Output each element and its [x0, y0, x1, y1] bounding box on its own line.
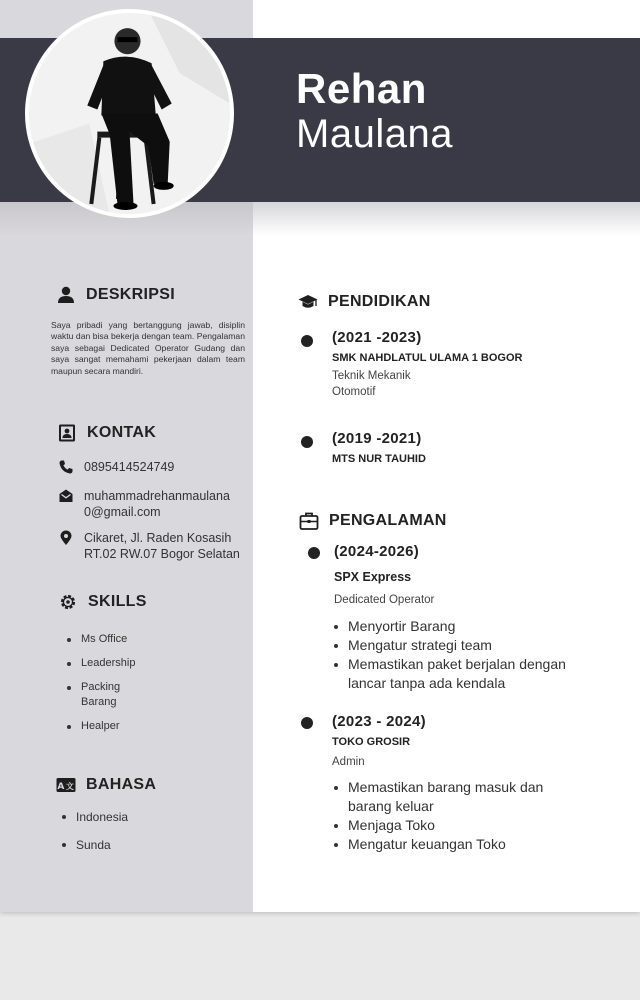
duty-item: Mengatur strategi team — [334, 636, 624, 655]
svg-text:A: A — [57, 782, 65, 792]
contact-card-icon — [57, 423, 77, 443]
skill-item-line: Packing — [81, 681, 121, 693]
education-major — [332, 368, 522, 400]
experience-entry — [332, 713, 426, 770]
duty-item — [334, 778, 624, 816]
language-title: BAHASA — [86, 776, 157, 793]
svg-text:文: 文 — [65, 782, 75, 791]
language-item: Indonesia — [62, 809, 232, 825]
duty-item: Menjaga Toko — [334, 816, 624, 835]
experience-duties — [334, 617, 624, 693]
phone-number[interactable]: 0895414524749 — [84, 460, 175, 474]
skill-item — [67, 680, 237, 710]
skill-item-line: Barang — [81, 696, 117, 708]
contact-title: KONTAK — [87, 424, 157, 441]
education-period: (2019 -2021) — [332, 430, 422, 447]
address-line-1: Cikaret, Jl. Raden Kosasih — [84, 531, 232, 545]
education-major-line: Teknik Mekanik — [332, 370, 411, 382]
experience-role: Admin — [332, 756, 365, 768]
experience-company: TOKO GROSIR — [332, 736, 411, 748]
experience-entry — [334, 543, 434, 608]
duty-item-line: Memastikan paket berjalan dengan — [348, 656, 566, 672]
profile-photo — [25, 9, 234, 218]
education-title: PENDIDIKAN — [328, 293, 431, 310]
experience-role: Dedicated Operator — [334, 594, 435, 606]
experience-company: SPX Express — [334, 570, 412, 584]
candidate-name — [296, 65, 453, 156]
timeline-dot — [301, 335, 313, 347]
education-major-line: Otomotif — [332, 386, 376, 398]
language-heading — [56, 775, 156, 795]
translate-icon — [56, 775, 76, 795]
education-school: MTS NUR TAUHID — [332, 453, 426, 465]
duty-item: Menyortir Barang — [334, 617, 624, 636]
last-name: Maulana — [296, 112, 453, 156]
timeline-dot — [301, 717, 313, 729]
duty-item-line: lancar tanpa ada kendala — [348, 675, 506, 691]
location-pin-icon — [58, 530, 74, 546]
duty-item-line: barang keluar — [348, 798, 434, 814]
email-line-1[interactable]: muhammadrehanmaulana — [84, 489, 230, 503]
contact-phone — [58, 459, 174, 475]
experience-title: PENGALAMAN — [329, 512, 447, 529]
skills-list — [67, 632, 237, 743]
timeline-dot — [301, 436, 313, 448]
user-icon — [56, 285, 76, 305]
address-line-2: RT.02 RW.07 Bogor Selatan — [84, 547, 240, 561]
skill-item: Leadership — [67, 656, 237, 671]
education-period: (2021 -2023) — [332, 329, 422, 346]
experience-heading — [299, 511, 447, 531]
description-heading — [56, 285, 175, 305]
skill-item: Healper — [67, 719, 237, 734]
duty-item — [334, 655, 624, 693]
description-text: Saya pribadi yang bertanggung jawab, disiplin waktu dan bisa bekerja dengan team. Pengalaman saya sebagai Dedicated Operator Gudang dan saya sangat memahami pekerjaan dalam team maupun secara mandiri. — [51, 320, 245, 376]
first-name: Rehan — [296, 65, 427, 112]
email-line-2[interactable]: 0@gmail.com — [84, 505, 161, 519]
timeline-dot — [308, 547, 320, 559]
duty-item-line: Memastikan barang masuk dan — [348, 779, 544, 795]
skills-title: SKILLS — [88, 593, 147, 610]
education-entry — [332, 329, 522, 400]
education-entry — [332, 430, 426, 465]
mail-icon — [58, 488, 74, 504]
language-item: Sunda — [62, 837, 232, 853]
skills-heading — [58, 592, 147, 612]
contact-email — [58, 488, 230, 520]
graduation-cap-icon — [298, 292, 318, 312]
language-list — [62, 809, 232, 865]
phone-icon — [58, 459, 74, 475]
experience-period: (2024-2026) — [334, 543, 420, 560]
experience-period: (2023 - 2024) — [332, 713, 426, 730]
contact-heading — [57, 423, 156, 443]
education-heading — [298, 292, 431, 312]
contact-address — [58, 530, 240, 562]
profile-photo-illustration — [29, 13, 230, 214]
skill-item: Ms Office — [67, 632, 237, 647]
duty-item: Mengatur keuangan Toko — [334, 835, 624, 854]
briefcase-icon — [299, 511, 319, 531]
education-school: SMK NAHDLATUL ULAMA 1 BOGOR — [332, 352, 523, 364]
description-title: DESKRIPSI — [86, 286, 175, 303]
experience-duties — [334, 778, 624, 854]
gear-icon — [58, 592, 78, 612]
